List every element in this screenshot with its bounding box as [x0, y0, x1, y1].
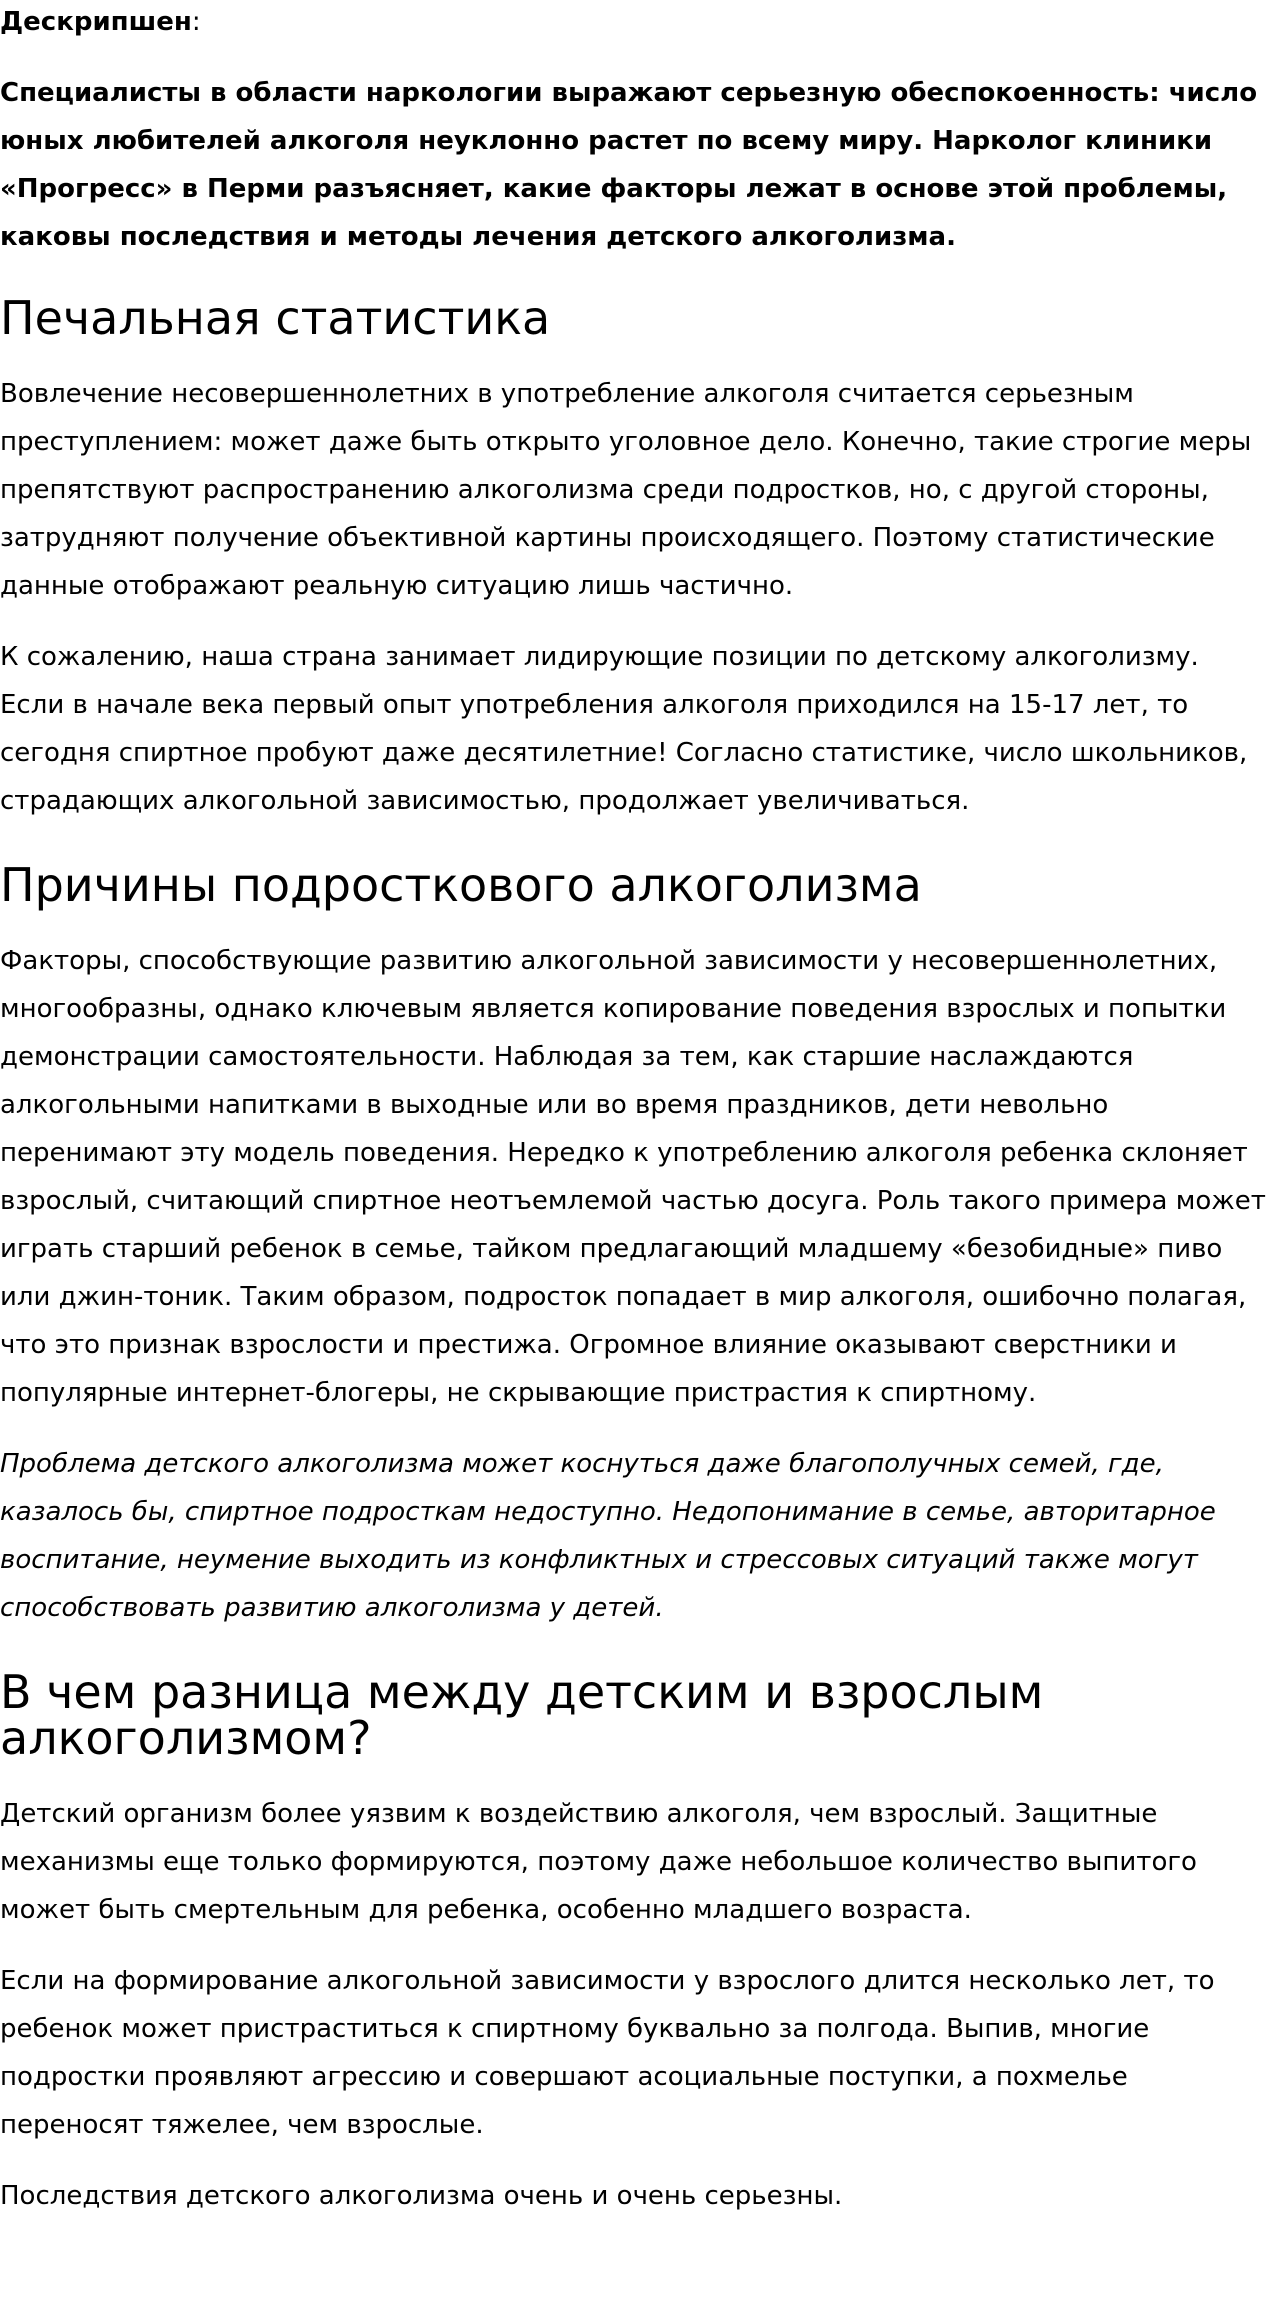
description-label-line: [0, 0, 1266, 46]
heading-sad-statistics: Печальная статистика: [0, 291, 551, 345]
paragraph-causes-1: Факторы, способствующие развитию алкогольной зависимости у несовершеннолетних, многообразны, однако ключевым является копирование поведения взрослых и попытки демонстрации самостоятельности. Наблюдая за тем, как старшие наслаждаются алкогольными напитками в выходные или во время праздников, дети невольно перенимают эту модель поведения. Нередко к употреблению алкоголя ребенка склоняет взрослый, считающий спиртное неотъемлемой частью досуга. Роль такого примера может играть старший ребенок в семье, тайком предлагающий младшему «безобидные» пиво или джин-тоник. Таким образом, подросток попадает в мир алкоголя, ошибочно полагая, что это признак взрослости и престижа. Огромное влияние оказывают сверстники и популярные интернет-блогеры, не скрывающие пристрастия к спиртному.: [0, 946, 1266, 1408]
paragraph-statistics-1: Вовлечение несовершеннолетних в употребление алкоголя считается серьезным преступлением: может даже быть открыто уголовное дело. Конечно, такие строгие меры препятствуют распространению алкоголизма среди подростков, но, с другой стороны, затрудняют получение объективной картины происходящего. Поэтому статистические данные отображают реальную ситуацию лишь частично.: [0, 379, 1252, 601]
heading-difference: В чем разница между детским и взрослым алкоголизмом?: [0, 1665, 1044, 1765]
heading-causes: Причины подросткового алкоголизма: [0, 858, 922, 912]
paragraph-difference-1: Детский организм более уязвим к воздействию алкоголя, чем взрослый. Защитные механизмы еще только формируются, поэтому даже небольшое количество выпитого может быть смертельным для ребенка, особенно младшего возраста.: [0, 1799, 1197, 1925]
paragraph-difference-3: Последствия детского алкоголизма очень и очень серьезны.: [0, 2181, 843, 2211]
paragraph-statistics-2: К сожалению, наша страна занимает лидирующие позиции по детскому алкоголизму. Если в начале века первый опыт употребления алкоголя приходился на 15-17 лет, то сегодня спиртное пробуют даже десятилетние! Согласно статистике, число школьников, страдающих алкогольной зависимостью, продолжает увеличиваться.: [0, 642, 1248, 816]
description-colon: :: [191, 7, 201, 37]
lead-text: Специалисты в области наркологии выражают серьезную обеспокоенность: число юных любителей алкоголя неуклонно растет по всему миру. Нарколог клиники «Прогресс» в Перми разъясняет, какие факторы лежат в основе этой проблемы, каковы последствия и методы лечения детского алкоголизма: [0, 78, 1258, 252]
lead-period: .: [946, 222, 956, 252]
paragraph-difference-2: Если на формирование алкогольной зависимости у взрослого длится несколько лет, то ребенок может пристраститься к спиртному буквально за полгода. Выпив, многие подростки проявляют агрессию и совершают асоциальные поступки, а похмелье переносят тяжелее, чем взрослые.: [0, 1966, 1215, 2140]
description-label: Дескрипшен: [0, 7, 192, 37]
paragraph-causes-italic: Проблема детского алкоголизма может коснуться даже благополучных семей, где, казалось бы, спиртное подросткам недоступно. Недопонимание в семье, авторитарное воспитание, неумение выходить из конфликтных и стрессовых ситуаций также могут способствовать развитию алкоголизма у детей.: [0, 1449, 1216, 1623]
lead-paragraph: [0, 69, 1266, 261]
